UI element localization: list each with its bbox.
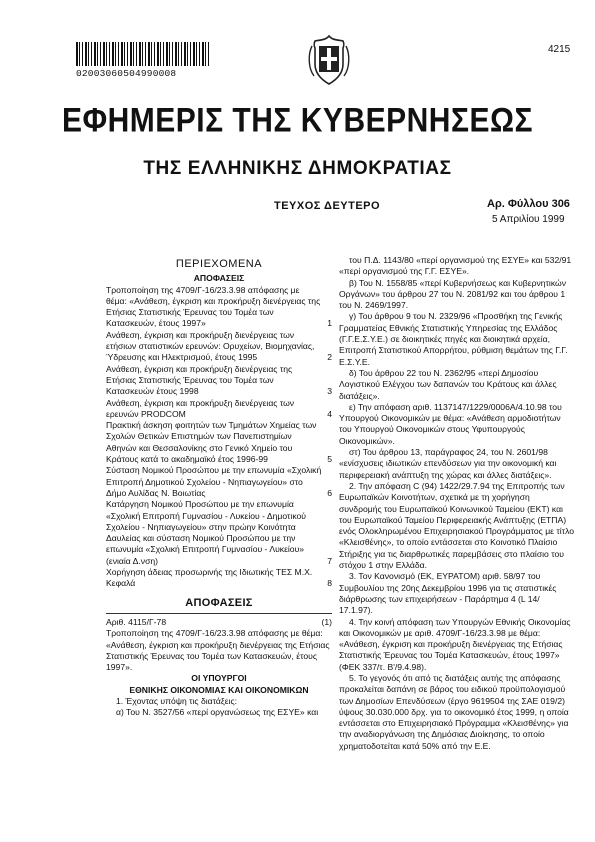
divider (106, 613, 332, 614)
toc-entry[interactable] (106, 420, 332, 465)
toc-entry[interactable] (106, 499, 332, 567)
page-number: 4215 (548, 44, 571, 55)
provision-a: α) Του Ν. 3527/56 «περί οργανώσεως της ΕΣΥΕ» και (116, 707, 319, 718)
ministers-title: ΟΙ ΥΠΟΥΡΓΟΙ (191, 673, 247, 684)
greek-coat-of-arms-icon (306, 34, 352, 88)
toc-entry-text: Χορήγηση άδειας προσωρινής της Ιδιωτικής ΤΕΣ Μ.Χ. Κεφαλά (106, 567, 313, 589)
barcode-number: 02003060504990008 (76, 68, 177, 79)
body-paragraph: 4. Την κοινή απόφαση των Υπουργών Εθνικής Οικονομίας και Οικονομικών με αριθ. 4709/Γ-16/23.3.98 με θέμα: «Ανάθεση, έγκριση και προκήρυξη διενέργειας της Ετήσιας Στατιστικής Έρευνας του Τομέα Κατασκευών, έτους 1997» (ΦΕΚ 337/τ. Β'/9.4.98). (339, 616, 571, 672)
body-paragraph: στ) Του άρθρου 13, παράγραφος 24, του Ν. 2601/98 «ενίσχυσεις ιδιωτικών επενδύσεων για την οικονομική και περιφερειακή ανάπτυξη της χώρας και άλλες διατάξεις». (339, 447, 557, 480)
decision-reference (106, 617, 332, 628)
toc-entry-text: Σύσταση Νομικού Προσώπου με την επωνυμία «Σχολική Επιτροπή Δημοτικού Σχολείου - Νηπιαγωγείου» στο Δήμο Αυλίδας Ν. Βοιωτίας (106, 465, 322, 498)
body-paragraph: 5. Το γεγονός ότι από τις διατάξεις αυτής της απόφασης προκαλείται δαπάνη σε βάρος του ειδικού προϋπολογισμού των Δημοσίων Επενδύσεων (έργο 9619504 της ΣΑΕ 019/2) ύψους 30.030.000 δρχ. για το οικονομικό έτος 1999, η οποία εντάσσεται στο Επιχειρησιακό Πρόγραμμα «Κλεισθένης» για την αναδιοργάνωση της Δημόσιας Διοίκησης, το οποίο χρηματοδοτείται κατά 50% από την Ε.Ε. (339, 672, 569, 751)
toc-entry[interactable] (106, 330, 332, 364)
toc-entry-number: 6 (327, 487, 332, 498)
toc-entry[interactable] (106, 567, 332, 590)
sheet-number: Αρ. Φύλλου 306 (487, 198, 570, 210)
decisions-title: ΑΠΟΦΑΣΕΙΣ (185, 596, 253, 609)
toc-entry-number: 1 (327, 318, 332, 329)
toc-entry-number: 7 (327, 555, 332, 566)
toc-entry[interactable] (106, 285, 332, 330)
masthead-subtitle: ΤΗΣ ΕΛΛΗΝΙΚΗΣ ΔΗΜΟΚΡΑΤΙΑΣ (143, 158, 452, 179)
toc-entry-number: 3 (327, 386, 332, 397)
body-paragraph: 3. Τον Κανονισμό (ΕΚ, ΕΥΡΑΤΟΜ) αριθ. 58/97 του Συμβουλίου της 20ης Δεκεμβρίου 1996 για τις στατιστικές διάρθρωσης των επιχειρήσεων - Παράρτημα 4 (L 14/ 17.1.97). (339, 571, 557, 616)
contents-section: ΑΠΟΦΑΣΕΙΣ (193, 273, 245, 284)
masthead-title: ΕΦΗΜΕΡΙΣ ΤΗΣ ΚΥΒΕΡΝΗΣΕΩΣ (61, 101, 534, 140)
toc-entry-text: Πρακτική άσκηση φοιτητών των Τμημάτων Χημείας των Σχολών Θετικών Επιστημών των Πανεπιστημίων Αθηνών και Θεσσαλονίκης στο Γενικό Χημείο του Κράτους κατά το ακαδημαϊκό έτος 1996-99 (106, 420, 317, 465)
toc-entry-number: 4 (327, 408, 332, 419)
toc-entry[interactable] (106, 465, 332, 499)
body-paragraph: γ) Του άρθρου 9 του Ν. 2329/96 «Προσθήκη της Γενικής Γραμματείας Εθνικής Στατιστικής Υπηρεσίας της Ελλάδος (Γ.Γ.Ε.Σ.Υ.Ε.) σε διοικητικές πηγές και διοικητικά αρχεία, Επιτροπή Στατιστικού Απορρήτου, ρύθμιση θεμάτων της Γ.Γ. Ε.Σ.Υ.Ε. (339, 311, 568, 367)
body-paragraph: 2. Την απόφαση C (94) 1422/29.7.94 της Επιτροπής των Ευρωπαϊκών Κοινοτήτων, σχετικά με τη χορήγηση συνδρομής του Ευρωπαϊκού Κοινωνικού Ταμείου (ΕΚΤ) και του Ευρωπαϊκού Ταμείου Περιφερειακής Ανάπτυξης (ΕΤΠΑ) ενός Ολοκληρωμένου Επιχειρησιακού Προγράμματος με τίτλο «Κλεισθένης», το οποίο εντάσσεται στο Κοινοτικό Πλαίσιο Στήριξης για τις διαρθρωτικές παρεμβάσεις στο πλαίσιο του στόχου 1 στην Ελλάδα. (339, 480, 575, 571)
issue-label: ΤΕΥΧΟΣ ΔΕΥΤΕΡΟ (274, 200, 381, 212)
body-paragraph: δ) Του άρθρου 22 του Ν. 2362/95 «περί Δημοσίου Λογιστικού Ελέγχου των δαπανών του Κράτους και άλλες διατάξεις». (339, 367, 557, 401)
body-paragraph: του Π.Δ. 1143/80 «περί οργανισμού της ΕΣΥΕ» και 532/91 «περί οργανισμού της Γ.Γ. ΕΣΥΕ». (339, 255, 572, 277)
decision-reference-number: (1) (321, 616, 332, 627)
publication-date: 5 Απριλίου 1999 (492, 214, 565, 225)
toc-entry-text: Ανάθεση, έγκριση και προκήρυξη διενέργειας των ετήσιων στατιστικών ερευνών: Ορυχείων, Βιομηχανίας, Ύδρευσης και Ηλεκτρισμού, έτους 1995 (106, 329, 315, 363)
decision-subject: Τροποποίηση της 4709/Γ-16/23.3.98 απόφασης με θέμα: «Ανάθεση, έγκριση και προκήρυξη διενέργειας της Ετήσιας Στατιστικής Έρευνας του Τομέα των Κατασκευών, έτους 1997». (106, 628, 330, 673)
barcode (76, 42, 210, 66)
toc-entry-number: 2 (327, 352, 332, 363)
toc-entry-text: Ανάθεση, έγκριση και προκήρυξη διενέργειας των ερευνών PRODCOM (106, 397, 295, 419)
toc-entry[interactable] (106, 364, 332, 398)
ministers-subtitle: ΕΘΝΙΚΗΣ ΟΙΚΟΝΟΜΙΑΣ ΚΑΙ ΟΙΚΟΝΟΜΙΚΩΝ (129, 684, 309, 695)
body-paragraph: β) Του Ν. 1558/85 «περί Κυβερνήσεως και Κυβερνητικών Οργάνων» του άρθρου 27 του Ν. 2081/92 και του άρθρου 1 του Ν. 2469/1997. (339, 277, 567, 311)
toc-entry-text: Κατάργηση Νομικού Προσώπου με την επωνυμία «Σχολική Επιτροπή Γυμνασίου - Λυκείου - Δημοτικού Σχολείου - Νηπιαγωγείου» στην πρώην Κοινότητα Δαυλείας και σύσταση Νομικού Προσώπου με την επωνυμία «Σχολική Επιτροπή Γυμνασίου - Λυκείου» (ενιαία Δ.νση) (106, 499, 306, 566)
contents-title: ΠΕΡΙΕΧΟΜΕΝΑ (175, 258, 263, 270)
toc-entry-text: Τροποποίηση της 4709/Γ-16/23.3.98 απόφασης με θέμα: «Ανάθεση, έγκριση και προκήρυξη διενέργειας της Ετήσιας Στατιστικής Έρευνας του Τομέα των Κατασκευών, έτους 1997» (106, 284, 321, 329)
toc-entry-number: 8 (327, 578, 332, 589)
decision-reference-text: Αριθ. 4115/Γ-78 (106, 616, 167, 627)
body-paragraph: ε) Την απόφαση αριθ. 1137147/1229/0006Α/4.10.98 του Υπουργού Οικονομικών με θέμα: «Ανάθεση αρμοδιοτήτων του Υπουργού Οικονομικών στους Υφυπουργούς Οικονομικών». (339, 401, 562, 446)
considering-line: 1. Έχοντας υπόψη τις διατάξεις: (116, 695, 237, 706)
contents-list (106, 285, 332, 590)
left-column (106, 259, 332, 719)
toc-entry[interactable] (106, 398, 332, 421)
right-column (339, 255, 574, 752)
toc-entry-number: 5 (327, 454, 332, 465)
toc-entry-text: Ανάθεση, έγκριση και προκήρυξη διενέργειας της Ετήσιας Στατιστικής Έρευνας του Τομέα των Κατασκευών έτους 1998 (106, 363, 293, 397)
